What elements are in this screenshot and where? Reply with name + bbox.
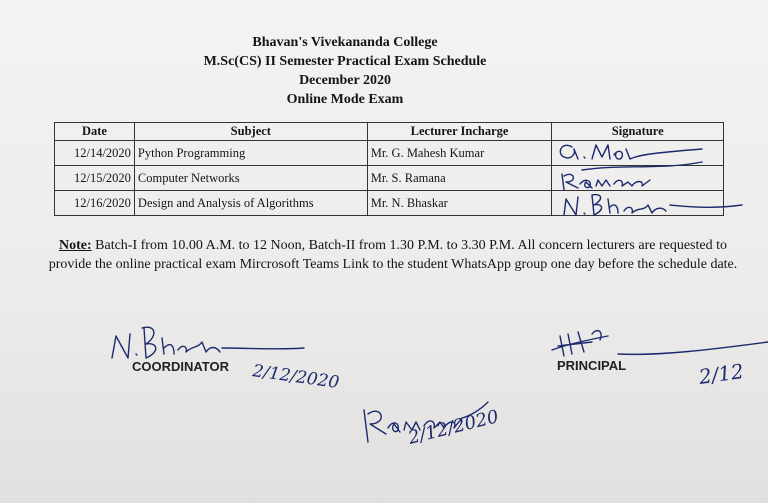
ramana-date-text: 2/12/2020	[406, 406, 501, 449]
row-subject: Python Programming	[134, 141, 367, 166]
schedule-title: M.Sc(CS) II Semester Practical Exam Schedule	[203, 54, 487, 69]
note-text: Batch-I from 10.00 A.M. to 12 Noon, Batch-II from 1.30 P.M. to 3.30 P.M. All concern lecturers are requested to provide the online practical exam Mircrosoft Teams Link to the student WhatsApp group one day before the schedule date.	[48, 238, 738, 272]
exam-note	[48, 236, 738, 274]
note-label: Note:	[59, 238, 92, 253]
principal-date-text: 2/12	[697, 358, 746, 389]
exam-mode: Online Mode Exam	[286, 92, 404, 107]
row-date: 12/15/2020	[55, 166, 135, 191]
principal-date	[697, 358, 766, 398]
coordinator-date	[252, 352, 342, 392]
column-header-subject: Subject	[134, 123, 367, 141]
row-subject: Computer Networks	[134, 166, 367, 191]
row-lecturer: Mr. N. Bhaskar	[367, 191, 552, 216]
row-signature-cell	[552, 191, 724, 216]
row-subject: Design and Analysis of Algorithms	[134, 191, 367, 216]
coordinator-role: COORDINATOR	[132, 359, 230, 374]
schedule-table	[54, 122, 724, 216]
column-header-date: Date	[55, 123, 135, 141]
college-name: Bhavan's Vivekananda College	[252, 35, 438, 50]
column-header-lecturer: Lecturer Incharge	[367, 123, 552, 141]
row-date: 12/16/2020	[55, 191, 135, 216]
ramana-date	[406, 406, 510, 458]
row-lecturer: Mr. G. Mahesh Kumar	[367, 141, 552, 166]
principal-role: PRINCIPAL	[557, 358, 627, 373]
document-header	[0, 33, 690, 109]
row-lecturer: Mr. S. Ramana	[367, 166, 552, 191]
column-header-signature: Signature	[552, 123, 724, 141]
table-row	[55, 191, 724, 216]
row-date: 12/14/2020	[55, 141, 135, 166]
coordinator-date-text: 2/12/2020	[251, 361, 341, 394]
handwritten-signature-bhaskar	[552, 185, 724, 219]
schedule-month: December 2020	[299, 73, 391, 88]
